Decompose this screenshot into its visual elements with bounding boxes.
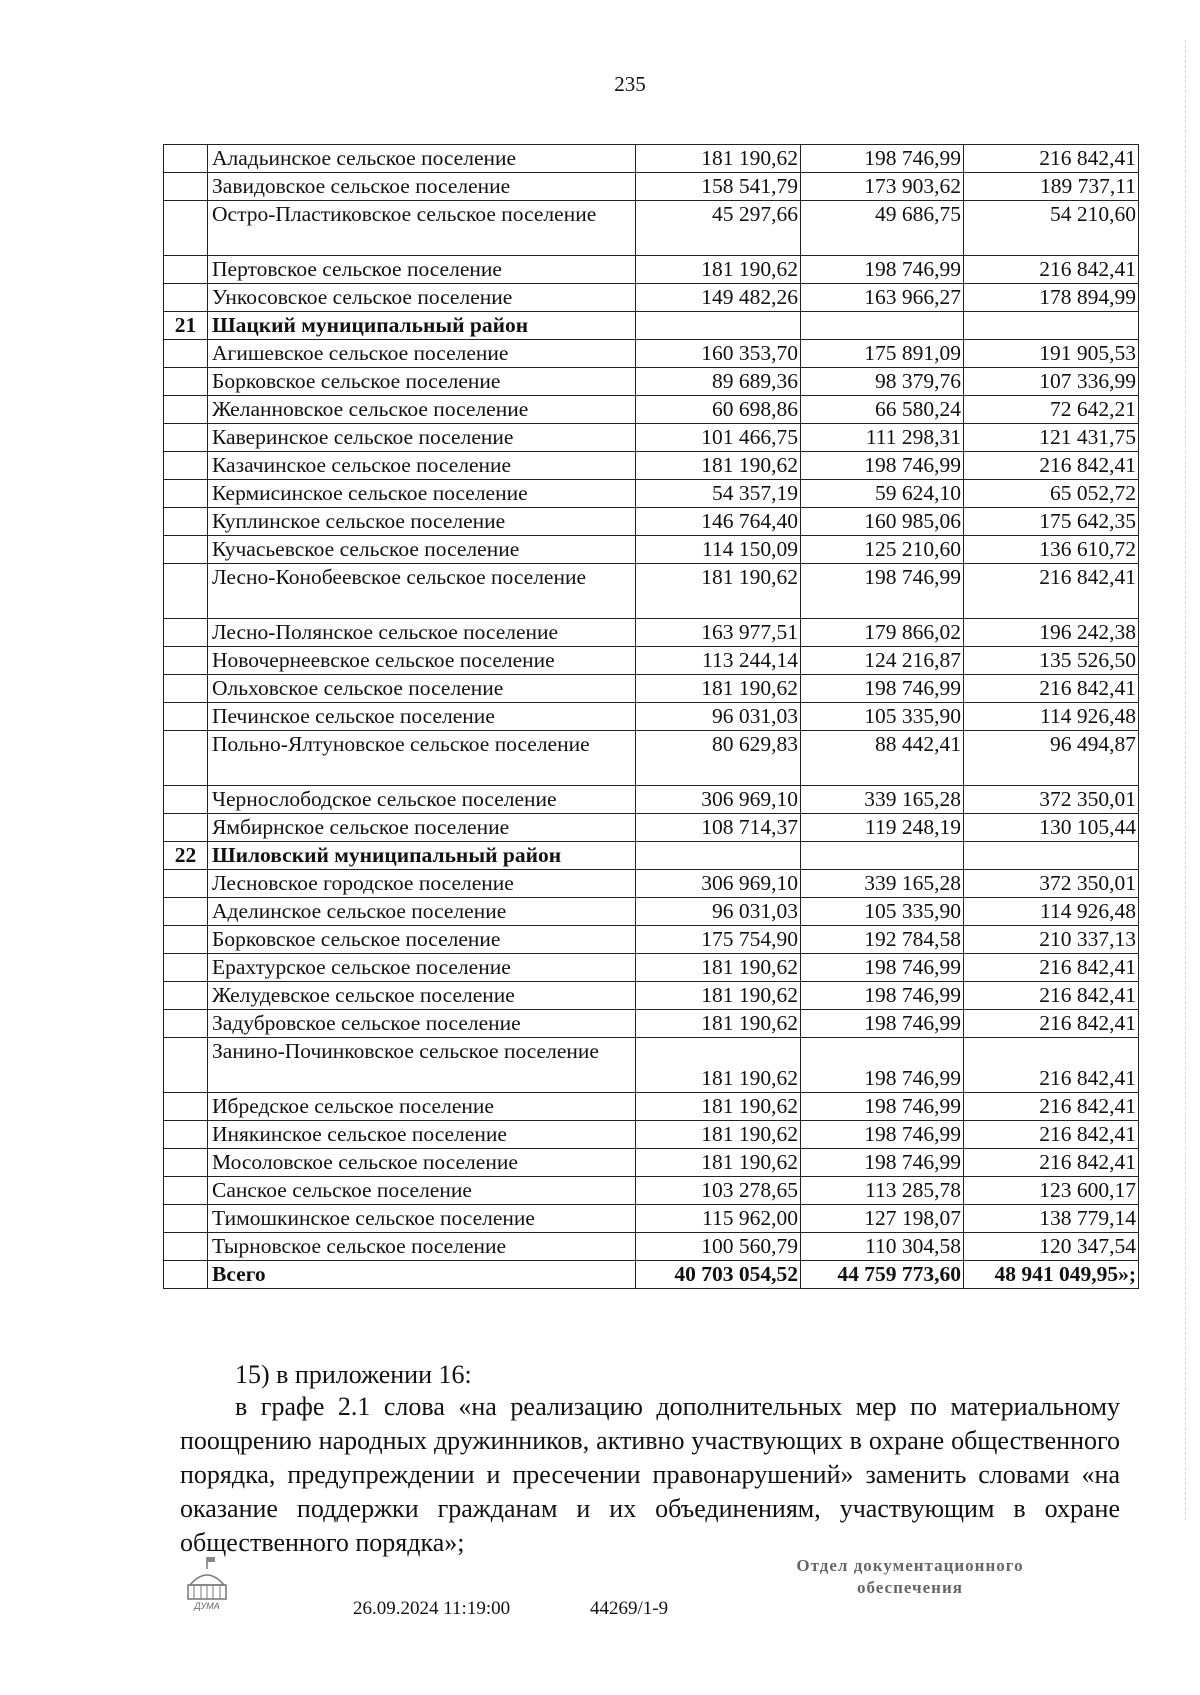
value-col-1: 45 297,66 [636,201,801,256]
table-row [164,1149,1139,1177]
value-col-2: 160 985,06 [801,508,964,536]
value-col-3: 138 779,14 [964,1205,1139,1233]
value-col-2: 127 198,07 [801,1205,964,1233]
row-index [164,1010,208,1038]
value-col-3: 178 894,99 [964,284,1139,312]
value-col-3: 123 600,17 [964,1177,1139,1205]
value-col-1: 181 190,62 [636,564,801,619]
value-col-3: 54 210,60 [964,201,1139,256]
row-name: Ибредское сельское поселение [208,1093,636,1121]
row-index [164,340,208,368]
value-col-2 [801,842,964,870]
table-row [164,480,1139,508]
value-col-3: 48 941 049,95»; [964,1261,1139,1289]
value-col-2: 198 746,99 [801,1010,964,1038]
table-row [164,536,1139,564]
value-col-2: 111 298,31 [801,424,964,452]
row-index: 22 [164,842,208,870]
row-name: Агишевское сельское поселение [208,340,636,368]
row-name: Санское сельское поселение [208,1177,636,1205]
row-index [164,1149,208,1177]
row-name: Ольховское сельское поселение [208,675,636,703]
table-row [164,898,1139,926]
table-row [164,368,1139,396]
binding-edge [1185,40,1200,1520]
table-row [164,396,1139,424]
value-col-1: 101 466,75 [636,424,801,452]
row-index [164,536,208,564]
value-col-1: 40 703 054,52 [636,1261,801,1289]
row-index [164,731,208,786]
row-name: Всего [208,1261,636,1289]
row-name: Остро-Пластиковское сельское поселение [208,201,636,256]
row-name: Лесновское городское поселение [208,870,636,898]
value-col-2: 179 866,02 [801,619,964,647]
value-col-1: 181 190,62 [636,982,801,1010]
row-index [164,396,208,424]
value-col-2: 66 580,24 [801,396,964,424]
row-index [164,1177,208,1205]
value-col-1: 306 969,10 [636,870,801,898]
value-col-3: 72 642,21 [964,396,1139,424]
logo-text: ДУМА [194,1601,220,1611]
value-col-2: 49 686,75 [801,201,964,256]
value-col-1: 181 190,62 [636,1038,801,1093]
value-col-1: 163 977,51 [636,619,801,647]
value-col-1: 60 698,86 [636,396,801,424]
value-col-3: 130 105,44 [964,814,1139,842]
value-col-3: 189 737,11 [964,173,1139,201]
value-col-2: 175 891,09 [801,340,964,368]
value-col-2: 198 746,99 [801,1038,964,1093]
value-col-1 [636,842,801,870]
value-col-2: 119 248,19 [801,814,964,842]
row-name: Новочернеевское сельское поселение [208,647,636,675]
value-col-3: 135 526,50 [964,647,1139,675]
value-col-1: 160 353,70 [636,340,801,368]
value-col-2: 198 746,99 [801,982,964,1010]
value-col-2: 192 784,58 [801,926,964,954]
footer-date: 26.09.2024 11:19:00 [353,1598,511,1619]
table-row [164,647,1139,675]
value-col-2: 125 210,60 [801,536,964,564]
budget-table [163,144,1139,1289]
row-index [164,814,208,842]
value-col-3: 136 610,72 [964,536,1139,564]
value-col-2: 105 335,90 [801,703,964,731]
value-col-3: 216 842,41 [964,675,1139,703]
table-row [164,201,1139,256]
value-col-1: 181 190,62 [636,145,801,173]
row-name: Аделинское сельское поселение [208,898,636,926]
value-col-2: 198 746,99 [801,1149,964,1177]
value-col-3: 120 347,54 [964,1233,1139,1261]
value-col-1: 115 962,00 [636,1205,801,1233]
row-name: Ерахтурское сельское поселение [208,954,636,982]
value-col-3: 114 926,48 [964,898,1139,926]
row-index [164,647,208,675]
table-row [164,145,1139,173]
row-name: Желанновское сельское поселение [208,396,636,424]
row-name: Казачинское сельское поселение [208,452,636,480]
row-index [164,284,208,312]
row-index [164,619,208,647]
value-col-2 [801,312,964,340]
duma-logo-icon [182,1555,232,1611]
row-name: Пертовское сельское поселение [208,256,636,284]
row-index [164,452,208,480]
value-col-2: 124 216,87 [801,647,964,675]
table-row [164,1038,1139,1093]
paragraph-heading: 15) в приложении 16: [235,1360,472,1389]
value-col-1: 54 357,19 [636,480,801,508]
table-row [164,424,1139,452]
value-col-3: 216 842,41 [964,1038,1139,1093]
row-index [164,201,208,256]
value-col-1: 80 629,83 [636,731,801,786]
row-name: Завидовское сельское поселение [208,173,636,201]
table-row [164,982,1139,1010]
value-col-2: 339 165,28 [801,870,964,898]
table-row [164,508,1139,536]
value-col-3: 107 336,99 [964,368,1139,396]
value-col-3: 216 842,41 [964,452,1139,480]
value-col-1: 306 969,10 [636,786,801,814]
page-number: 235 [614,72,646,96]
value-col-3: 196 242,38 [964,619,1139,647]
value-col-2: 44 759 773,60 [801,1261,964,1289]
table-row [164,1093,1139,1121]
value-col-2: 113 285,78 [801,1177,964,1205]
row-index [164,424,208,452]
row-index [164,703,208,731]
value-col-2: 110 304,58 [801,1233,964,1261]
row-name: Занино-Починковское сельское поселение [208,1038,636,1093]
value-col-2: 198 746,99 [801,452,964,480]
row-name: Борковское сельское поселение [208,368,636,396]
value-col-2: 173 903,62 [801,173,964,201]
row-index [164,675,208,703]
department-stamp [760,1555,1060,1599]
value-col-1: 103 278,65 [636,1177,801,1205]
value-col-2: 198 746,99 [801,145,964,173]
stamp-line-1: Отдел документационного [796,1556,1024,1575]
value-col-3: 216 842,41 [964,564,1139,619]
table-row [164,1205,1139,1233]
value-col-1: 175 754,90 [636,926,801,954]
row-name: Тимошкинское сельское поселение [208,1205,636,1233]
row-name: Лесно-Конобеевское сельское поселение [208,564,636,619]
section-row [164,312,1139,340]
value-col-1 [636,312,801,340]
value-col-1: 181 190,62 [636,954,801,982]
row-index [164,480,208,508]
table-row [164,954,1139,982]
value-col-1: 108 714,37 [636,814,801,842]
value-col-2: 339 165,28 [801,786,964,814]
row-name: Шиловский муниципальный район [208,842,636,870]
value-col-1: 181 190,62 [636,452,801,480]
row-index [164,1093,208,1121]
row-name: Кермисинское сельское поселение [208,480,636,508]
value-col-3: 191 905,53 [964,340,1139,368]
row-name: Борковское сельское поселение [208,926,636,954]
value-col-1: 181 190,62 [636,256,801,284]
value-col-1: 181 190,62 [636,1121,801,1149]
value-col-1: 96 031,03 [636,703,801,731]
value-col-1: 146 764,40 [636,508,801,536]
table-row [164,1177,1139,1205]
value-col-3: 216 842,41 [964,1010,1139,1038]
row-index [164,173,208,201]
row-index [164,786,208,814]
value-col-1: 149 482,26 [636,284,801,312]
table-row [164,173,1139,201]
value-col-1: 181 190,62 [636,1093,801,1121]
value-col-1: 181 190,62 [636,1149,801,1177]
value-col-3: 216 842,41 [964,256,1139,284]
value-col-3: 216 842,41 [964,1121,1139,1149]
value-col-3: 216 842,41 [964,982,1139,1010]
table-row [164,814,1139,842]
value-col-2: 198 746,99 [801,954,964,982]
row-index [164,870,208,898]
value-col-1: 89 689,36 [636,368,801,396]
value-col-2: 198 746,99 [801,1093,964,1121]
table-row [164,619,1139,647]
row-index [164,1205,208,1233]
row-name: Польно-Ялтуновское сельское поселение [208,731,636,786]
value-col-1: 181 190,62 [636,675,801,703]
table-row [164,564,1139,619]
table-row [164,731,1139,786]
row-index: 21 [164,312,208,340]
row-index [164,1233,208,1261]
table-row [164,452,1139,480]
value-col-3: 114 926,48 [964,703,1139,731]
value-col-1: 100 560,79 [636,1233,801,1261]
row-name: Ямбирнское сельское поселение [208,814,636,842]
value-col-1: 181 190,62 [636,1010,801,1038]
row-name: Кучасьевское сельское поселение [208,536,636,564]
value-col-1: 113 244,14 [636,647,801,675]
row-index [164,954,208,982]
row-name: Куплинское сельское поселение [208,508,636,536]
table-row [164,1010,1139,1038]
value-col-2: 198 746,99 [801,256,964,284]
footer-document-number: 44269/1-9 [590,1598,669,1619]
row-name: Лесно-Полянское сельское поселение [208,619,636,647]
value-col-3: 65 052,72 [964,480,1139,508]
row-index [164,982,208,1010]
stamp-line-2: обеспечения [857,1578,963,1597]
value-col-3: 216 842,41 [964,954,1139,982]
row-name: Каверинское сельское поселение [208,424,636,452]
value-col-3 [964,312,1139,340]
row-name: Желудевское сельское поселение [208,982,636,1010]
value-col-1: 158 541,79 [636,173,801,201]
value-col-2: 163 966,27 [801,284,964,312]
value-col-2: 198 746,99 [801,675,964,703]
table-row [164,786,1139,814]
row-name: Ункосовское сельское поселение [208,284,636,312]
row-name: Инякинское сельское поселение [208,1121,636,1149]
value-col-2: 98 379,76 [801,368,964,396]
value-col-3: 216 842,41 [964,145,1139,173]
row-index [164,1261,208,1289]
total-row [164,1261,1139,1289]
value-col-3: 216 842,41 [964,1149,1139,1177]
row-index [164,368,208,396]
value-col-3: 121 431,75 [964,424,1139,452]
row-name: Шацкий муниципальный район [208,312,636,340]
paragraph-body: в графе 2.1 слова «на реализацию дополнительных мер по материальному поощрению народных дружинников, активно участвующих в охране общественного порядка, предупреждении и пресечении правонарушений» заменить словами «на оказание поддержки гражданам и их объединениям, участвующим в охране общественного порядка»; [180,1392,1120,1557]
row-index [164,898,208,926]
value-col-2: 105 335,90 [801,898,964,926]
section-row [164,842,1139,870]
value-col-2: 198 746,99 [801,564,964,619]
row-name: Задубровское сельское поселение [208,1010,636,1038]
value-col-3: 96 494,87 [964,731,1139,786]
table-row [164,284,1139,312]
value-col-3: 210 337,13 [964,926,1139,954]
table-row [164,1233,1139,1261]
row-index [164,1121,208,1149]
row-index [164,564,208,619]
value-col-1: 96 031,03 [636,898,801,926]
value-col-2: 198 746,99 [801,1121,964,1149]
table-row [164,870,1139,898]
row-index [164,1038,208,1093]
table-row [164,703,1139,731]
table-row [164,1121,1139,1149]
value-col-2: 88 442,41 [801,731,964,786]
row-name: Печинское сельское поселение [208,703,636,731]
table-row [164,675,1139,703]
row-index [164,508,208,536]
row-index [164,926,208,954]
value-col-3: 216 842,41 [964,1093,1139,1121]
row-name: Мосоловское сельское поселение [208,1149,636,1177]
value-col-3 [964,842,1139,870]
table-row [164,256,1139,284]
value-col-3: 372 350,01 [964,786,1139,814]
table-row [164,340,1139,368]
row-name: Чернослободское сельское поселение [208,786,636,814]
row-name: Аладьинское сельское поселение [208,145,636,173]
value-col-3: 372 350,01 [964,870,1139,898]
row-index [164,145,208,173]
value-col-2: 59 624,10 [801,480,964,508]
value-col-3: 175 642,35 [964,508,1139,536]
value-col-1: 114 150,09 [636,536,801,564]
row-name: Тырновское сельское поселение [208,1233,636,1261]
row-index [164,256,208,284]
table-row [164,926,1139,954]
